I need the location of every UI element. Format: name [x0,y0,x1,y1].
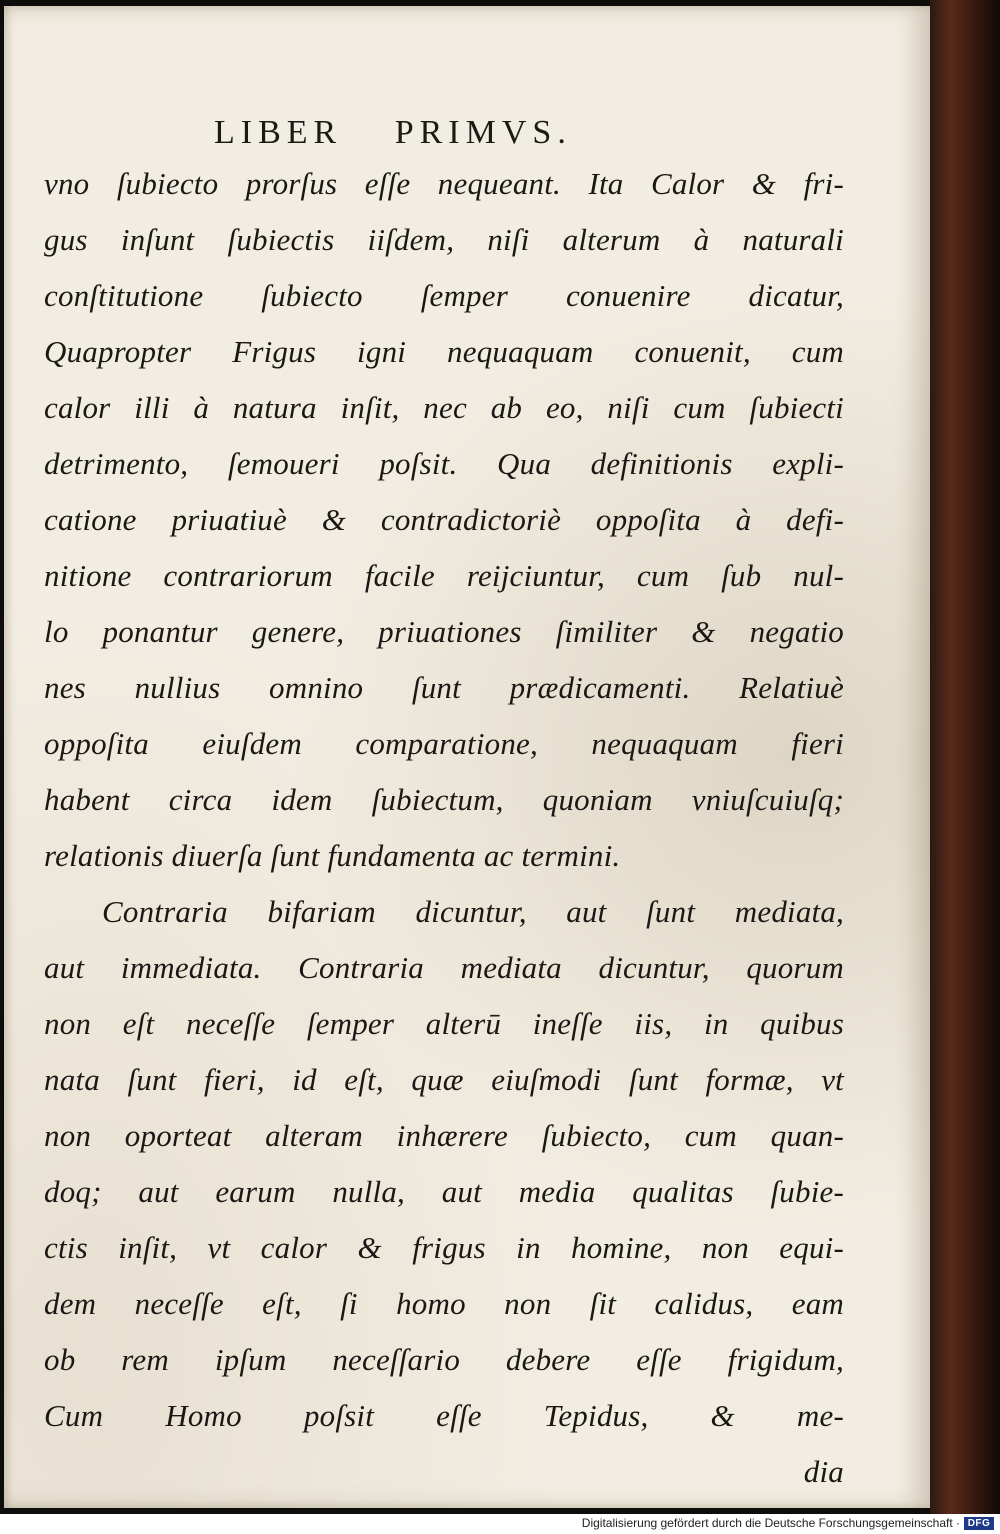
text-line: conſtitutione ſubiecto ſemper conuenire dicatur, [44,278,844,313]
text-line: vno ſubiecto prorſus eſſe nequeant. Ita Calor & fri- [44,166,844,201]
text-line: lo ponantur genere, priuationes ſimiliter & negatio [44,614,844,649]
text-line: nes nullius omnino ſunt prædicamenti. Relatiuè [44,670,844,705]
text-line: ob rem ipſum neceſſario debere eſſe frigidum, [44,1342,844,1377]
footer-bar [0,1514,1000,1534]
text-line: Cum Homo poſsit eſſe Tepidus, & me- [44,1398,844,1433]
text-line: nitione contrariorum facile reijciuntur, cum ſub nul- [44,558,844,593]
text-line: detrimento, ſemoueri poſsit. Qua definitionis expli- [44,446,844,481]
text-line: non eſt neceſſe ſemper alterū ineſſe iis, in quibus [44,1006,844,1041]
catchword: dia [803,1454,844,1489]
running-head-word: PRIMVS. [394,114,572,151]
text-line: catione priuatiuè & contradictoriè oppoſita à defi- [44,502,844,537]
book-binding-edge [930,0,1000,1514]
text-line: gus inſunt ſubiectis iiſdem, niſi alterum à naturali [44,222,844,257]
running-head-word: LIBER [214,114,343,151]
text-line: doq; aut earum nulla, aut media qualitas ſubie- [44,1174,844,1209]
body-text [44,156,844,1500]
text-line: non oporteat alteram inhærere ſubiecto, cum quan- [44,1118,844,1153]
text-line: aut immediata. Contraria mediata dicuntur, quorum [44,950,844,985]
text-line: dem neceſſe eſt, ſi homo non ſit calidus, eam [44,1286,844,1321]
text-line: Quapropter Frigus igni nequaquam conuenit, cum [44,334,844,369]
text-line: relationis diuerſa ſunt fundamenta ac termini. [44,838,621,873]
text-line: ctis inſit, vt calor & frigus in homine, non equi- [44,1230,844,1265]
book-page [4,6,930,1508]
footer-credit: Digitalisierung gefördert durch die Deutsche Forschungsgemeinschaft · [581,1516,960,1530]
text-line: habent circa idem ſubiectum, quoniam vniuſcuiuſq; [44,782,844,817]
text-line: calor illi à natura inſit, nec ab eo, niſi cum ſubiecti [44,390,844,425]
text-line: Contraria bifariam dicuntur, aut ſunt mediata, [102,894,844,929]
running-head [214,114,634,152]
text-line: nata ſunt fieri, id eſt, quæ eiuſmodi ſunt formæ, vt [44,1062,844,1097]
dfg-logo-icon: DFG [964,1517,994,1530]
text-line: oppoſita eiuſdem comparatione, nequaquam fieri [44,726,844,761]
